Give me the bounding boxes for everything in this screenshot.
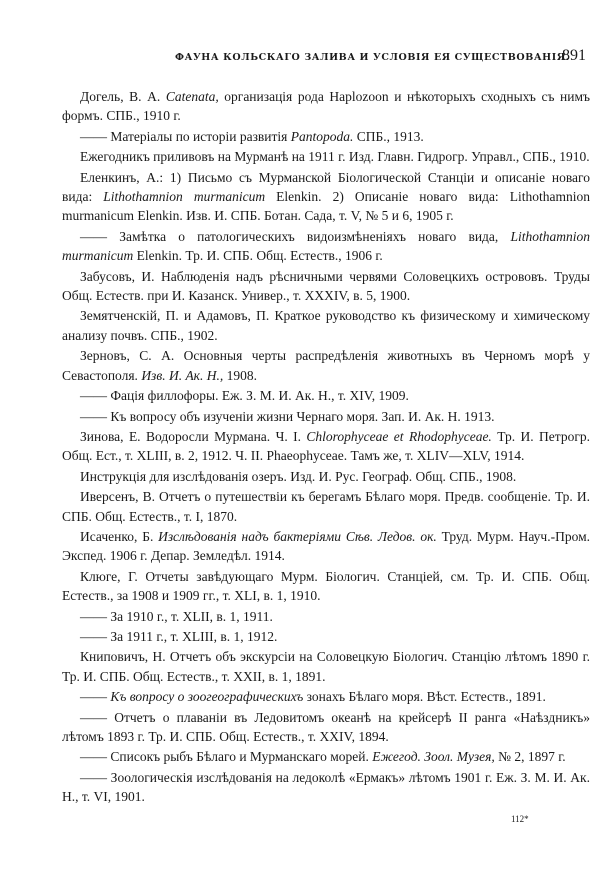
entry-text: Ежегодникъ приливовъ на Мурманѣ на 1911 г. Изд. Главн. Гидрогр. Управл., СПБ., 1910. (80, 149, 590, 165)
entry-text: № 2, 1897 г. (494, 749, 566, 765)
entry-text: —— Матеріалы по исторіи развитія (80, 128, 291, 144)
entry-text: —— Списокъ рыбъ Бѣлаго и Мурманскаго морей. (80, 749, 373, 765)
entry-text: 1908. (223, 367, 257, 383)
entry-text: Земятченскій, П. и Адамовъ, П. Краткое руководство къ физическому и химическому анализу почвъ. СПБ., 1902. (62, 308, 590, 343)
bibliography-entry (62, 627, 590, 646)
bibliography-entry (62, 306, 590, 345)
bibliography-entry (62, 346, 590, 385)
bibliography-entry (62, 747, 590, 766)
entry-italic-text: Ежегод. Зоол. Музея, (372, 749, 495, 765)
bibliography-entry (62, 527, 590, 566)
page-number: 891 (562, 47, 586, 64)
entry-italic-text: Къ вопросу о зоогеографическихъ (110, 689, 304, 705)
bibliography-entry (62, 768, 590, 807)
entry-italic-text: Catenata, (165, 89, 219, 104)
entry-text: —— Къ вопросу объ изученіи жизни Чернаго моря. Зап. И. Ак. Н. 1913. (80, 408, 495, 424)
bibliography-entry (62, 487, 590, 526)
bibliography-entry (62, 87, 590, 126)
entry-italic-text: Изслѣдованія надъ бактеріями Сѣв. Ледов. ок. (158, 528, 437, 544)
entry-text: Тр. И. Петрогр. Общ. Ест., т. XLIII, в. 2, 1912. Ч. II. Phaeophyceae. Тамъ же, т. XLIV—XLV, 1914. (62, 428, 591, 464)
entry-text: Забусовъ, И. Наблюденія надъ рѣсничными червями Соловецкихъ острововъ. Труды Общ. Естеств. при И. Казанск. Универ., т. XXXIV, в. 5, 1900. (62, 268, 590, 304)
entry-text: организація рода Haplozoon и нѣкоторыхъ сходныхъ съ нимъ формъ. СПБ., 1910 г. (62, 89, 590, 124)
bibliography-entry (62, 227, 590, 266)
entry-italic-text: Lithothamnion murmanicum (62, 228, 590, 264)
entry-italic-text: Chlorophyceae et Rhodophyceae. (306, 428, 492, 444)
entry-text: Зерновъ, С. А. Основныя черты распредѣленія животныхъ въ Черномъ морѣ у Севастополя. (62, 348, 590, 383)
bibliography-entry (62, 607, 590, 626)
entry-text: СПБ., 1913. (353, 128, 424, 144)
bibliography-entry (62, 127, 590, 146)
entry-text: Еленкинъ, А.: 1) Письмо съ Мурманской Біологической Станціи и описаніе новаго вида: (62, 169, 590, 205)
entry-text: Клюге, Г. Отчеты завѣдующаго Мурм. Біологич. Станціей, см. Тр. И. СПБ. Общ. Естеств., за 1908 и 1909 гг., т. XLI, в. 1, 1910. (62, 568, 590, 604)
bibliography-entry (62, 267, 590, 306)
running-head: ФАУНА КОЛЬСКАГО ЗАЛИВА И УСЛОВІЯ ЕЯ СУЩЕСТВОВАНІЯ. (175, 52, 570, 63)
entry-text: Инструкція для изслѣдованія озеръ. Изд. И. Рус. Географ. Общ. СПБ., 1908. (80, 468, 517, 484)
bibliography-entry (62, 647, 590, 686)
entry-text: Elenkin. 2) Описаніе новаго вида: Lithothamnion murmanicum Elenkin. Изв. И. СПБ. Ботан. Сада, т. V, № 5 и 6, 1905 г. (62, 189, 590, 224)
bibliography-list (62, 87, 590, 808)
entry-text: Elenkin. Тр. И. СПБ. Общ. Естеств., 1906 г. (133, 248, 383, 264)
entry-text: Труд. Мурм. Науч.-Пром. Экспед. 1906 г. Депар. Земледѣл. 1914. (62, 528, 590, 564)
entry-text: Догель, В. А. (80, 89, 166, 104)
bibliography-entry (62, 687, 590, 706)
bibliography-entry (62, 467, 590, 486)
entry-text: —— Замѣтка о патологическихъ видоизмѣненіяхъ новаго вида, (80, 228, 511, 244)
entry-text: —— Зоологическія изслѣдованія на ледоколѣ «Ермакъ» лѣтомъ 1901 г. Еж. З. М. И. Ак. Н., т. VI, 1901. (62, 769, 590, 805)
signature-mark: 112* (511, 814, 529, 824)
entry-italic-text: Lithothamnion murmanicum (103, 189, 266, 205)
entry-text: —— Отчетъ о плаваніи въ Ледовитомъ океанѣ на крейсерѣ II ранга «Наѣздникъ» лѣтомъ 1893 г. Тр. И. СПБ. Общ. Естеств., т. XXIV, 1894. (62, 709, 590, 744)
entry-text: —— За 1911 г., т. XLIII, в. 1, 1912. (80, 628, 278, 644)
entry-italic-text: Pantopoda. (290, 128, 354, 144)
bibliography-entry (62, 708, 590, 747)
entry-text: —— За 1910 г., т. XLII, в. 1, 1911. (80, 608, 273, 624)
bibliography-entry (62, 147, 590, 166)
bibliography-entry (62, 567, 590, 606)
entry-text: Зинова, Е. Водоросли Мурмана. Ч. I. (80, 428, 307, 444)
entry-text: Исаченко, Б. (80, 528, 159, 544)
bibliography-entry (62, 427, 590, 466)
entry-text: —— Фація филлофоры. Еж. З. М. И. Ак. Н., т. XIV, 1909. (80, 388, 409, 404)
entry-text: —— (80, 689, 111, 705)
entry-text: Иверсенъ, В. Отчетъ о путешествіи къ берегамъ Бѣлаго моря. Предв. сообщеніе. Тр. И. СПБ. Общ. Естеств., т. I, 1870. (62, 489, 590, 524)
entry-text: зонахъ Бѣлаго моря. Вѣст. Естеств., 1891. (303, 689, 546, 705)
entry-italic-text: Изв. И. Ак. Н., (141, 367, 224, 383)
page-header (0, 44, 600, 74)
bibliography-entry (62, 386, 590, 405)
bibliography-entry (62, 168, 590, 226)
entry-text: Книповичъ, Н. Отчетъ объ экскурсіи на Соловецкую Біологич. Станцію лѣтомъ 1890 г. Тр. И. СПБ. Общ. Естеств., т. XXII, в. 1, 1891. (62, 649, 590, 684)
bibliography-entry (62, 407, 590, 426)
